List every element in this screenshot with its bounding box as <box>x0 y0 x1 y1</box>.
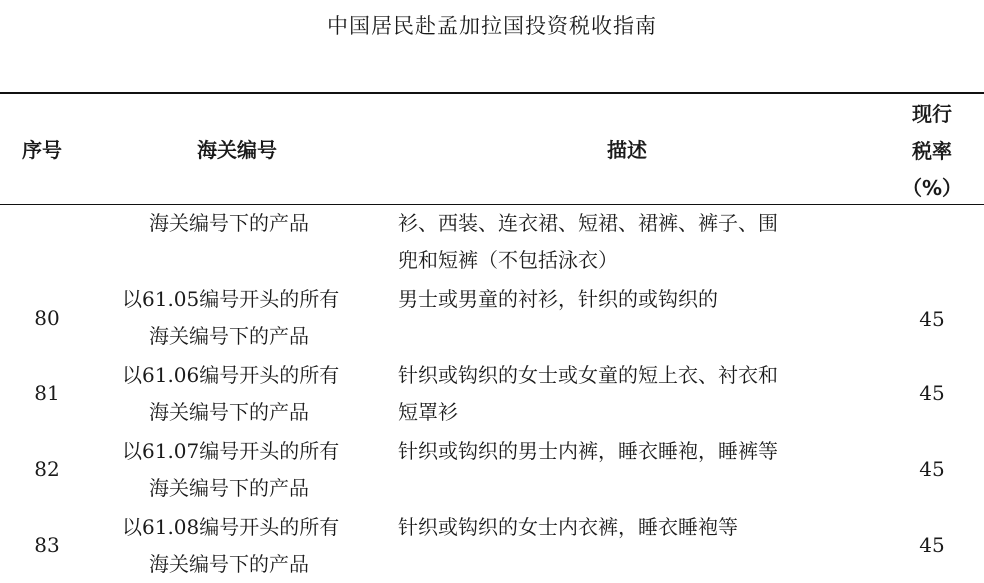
rate-cell: 45 <box>919 533 945 557</box>
code-cell <box>122 433 372 507</box>
code-line: 海关编号下的产品 <box>149 400 309 424</box>
header-tax-rate-line3: （%） <box>901 176 963 200</box>
header-seq: 序号 <box>22 138 62 162</box>
description-line: 男士或男童的衬衫，针织的或钩织的 <box>398 287 718 311</box>
description-cell <box>398 433 858 470</box>
description-line: 针织或钩织的女士内衣裤，睡衣睡袍等 <box>398 515 738 539</box>
header-tax-rate-line1: 现行 <box>912 102 952 126</box>
rate-cell: 45 <box>919 457 945 481</box>
header-description: 描述 <box>607 138 647 162</box>
rate-cell: 45 <box>919 381 945 405</box>
page-title: 中国居民赴孟加拉国投资税收指南 <box>327 14 657 38</box>
description-cell <box>398 281 858 318</box>
code-line: 海关编号下的产品 <box>149 476 309 500</box>
rate-cell: 45 <box>919 307 945 331</box>
description-line: 短罩衫 <box>398 400 458 424</box>
description-line: 针织或钩织的女士或女童的短上衣、衬衣和 <box>398 363 778 387</box>
description-line: 兜和短裤（不包括泳衣） <box>398 248 618 272</box>
description-line: 衫、西装、连衣裙、短裙、裙裤、裤子、围 <box>398 211 778 235</box>
code-line: 以61.05编号开头的所有 <box>122 287 340 311</box>
description-cell <box>398 509 858 546</box>
code-cell <box>122 205 372 242</box>
code-line: 以61.07编号开头的所有 <box>122 439 340 463</box>
code-cell <box>122 357 372 431</box>
code-cell <box>122 509 372 583</box>
description-cell <box>398 205 858 279</box>
header-tax-rate-line2: 税率 <box>912 139 952 163</box>
code-cell <box>122 281 372 355</box>
header-tax-rate <box>900 96 964 207</box>
description-cell <box>398 357 858 431</box>
description-line: 针织或钩织的男士内裤，睡衣睡袍，睡裤等 <box>398 439 778 463</box>
table-top-rule <box>0 92 984 94</box>
code-line: 海关编号下的产品 <box>149 324 309 348</box>
code-line: 海关编号下的产品 <box>149 552 309 576</box>
code-line: 以61.06编号开头的所有 <box>122 363 340 387</box>
code-line: 海关编号下的产品 <box>149 211 309 235</box>
header-customs-code: 海关编号 <box>197 138 277 162</box>
code-line: 以61.08编号开头的所有 <box>122 515 340 539</box>
seq-cell: 81 <box>34 381 60 405</box>
seq-cell: 82 <box>34 457 60 481</box>
seq-cell: 80 <box>34 306 60 330</box>
seq-cell: 83 <box>34 533 60 557</box>
